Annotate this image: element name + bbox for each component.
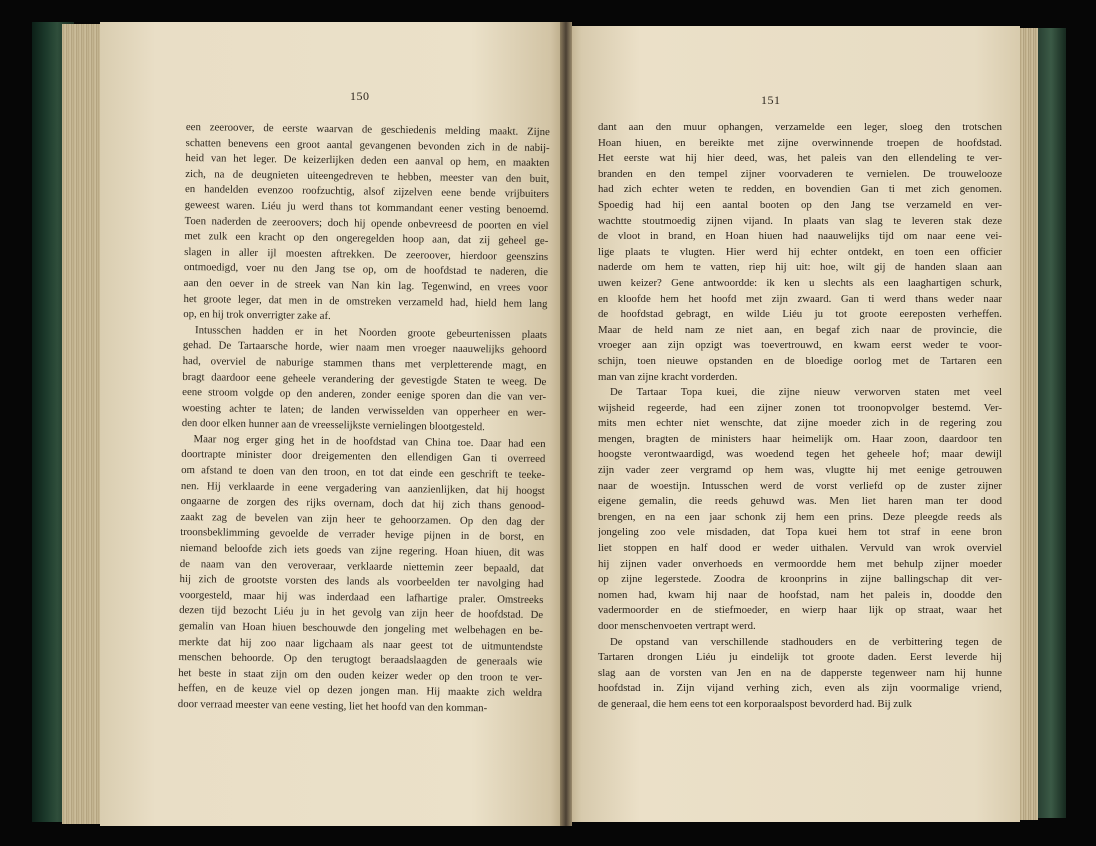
page-number: 150: [350, 89, 370, 103]
text-line: branden en den tempel zijner voorvaderen te vernielen. De trouwelooze: [598, 167, 1002, 180]
text-line: naar de woestijn. Intusschen werd de vorst verliefd op de zuster zijner: [598, 479, 1002, 492]
text-line: en handelden evenzoo roofzuchtig, alsof zijzelven eene bende vrijbuiters: [184, 183, 550, 201]
text-line: slag aan de vorsten van Jen en na de dapperste tegenweer nam hij hunne: [598, 666, 1002, 679]
page-number: 151: [761, 93, 781, 107]
text-line: gemalin van Hoan hiuen beschouwde den jongeling met welbehagen en be-: [178, 619, 543, 638]
text-line: menschen behoorde. Op den terugtogt beraadslaagden de generaals wie: [178, 651, 543, 669]
text-line: niemand beloofde zich iets goeds van zijne regering. Hoan hiuen, dit was: [179, 541, 545, 560]
text-line: ongaarne de zorgen des rijks overnam, doch dat hij zich thans genood-: [180, 495, 545, 513]
text-line: den door elken hunner aan de vreesselijkste vernielingen blootgesteld.: [181, 417, 485, 434]
text-line: hij zijnen vader onverhoeds en vermoordde hem met behulp zijner moeder: [598, 557, 1002, 570]
left-page: [100, 22, 564, 826]
right-page: [568, 26, 1020, 822]
text-line: geweest waren. Liéu ju werd thans tot kommandant eener vesting benoemd.: [184, 198, 549, 217]
text-line: lige plaats te vlugten. Hier werd hij echter ontdekt, en toen een officier: [598, 245, 1002, 258]
text-line: met zulk een kracht op den ongeregelden hoop aan, dat zij geheel ge-: [184, 230, 549, 248]
text-line: de generaal, die hem eens tot een korporaalspost bevorderd had. Bij zulk: [598, 697, 912, 710]
text-line: Intusschen hadden er in het Noorden groote gebeurtenissen plaats: [194, 323, 548, 341]
text-line: had, overviel de naburige stammen thans met verpletterende magt, en: [182, 354, 547, 372]
text-line: Het eerste wat hij hier deed, was, het paleis van den ellendeling te ver-: [598, 152, 1002, 165]
text-line: op, en hij trok onverrigter zake af.: [183, 308, 331, 323]
text-line: dant aan den muur ophangen, verzamelde een leger, sloeg den trotschen: [598, 121, 1002, 133]
text-line: schatten benevens een groot aantal gevangenen bevonden zich in de nabij-: [185, 136, 550, 154]
text-line: liet stoppen en half dood er weder uithalen. Vervuld van wrok overviel: [598, 542, 1002, 555]
text-line: ontmoedigd, voer nu den Jang tse op, om de hoofdstad te naderen, die: [183, 261, 548, 279]
text-line: vadermoorder en de stiefmoeder, en wierp haar lijk op straat, waar het: [598, 604, 1002, 617]
text-line: slagen in aller ijl moesten aftrekken. De zeeroover, hierdoor geenszins: [184, 245, 549, 263]
text-line: de naam van den veroveraar, verklaarde niettemin zeer bepaald, dat: [179, 557, 544, 575]
text-line: hoogste verontwaardigd, was woedend tegen het geheele hof; maar dewijl: [598, 448, 1002, 461]
text-line: op zijne legerstede. Zoodra de kroonprins in zijne ballingschap dit ver-: [598, 573, 1002, 586]
text-line: man van zijne kracht vorderden.: [598, 370, 738, 383]
text-line: De Tartaar Topa kuei, die zijne nieuw verworven staten met veel: [610, 386, 1002, 399]
right-page-text: [598, 120, 1002, 713]
text-line: bragt daardoor eene geheele verandering der gevestigde Staten te weeg. De: [182, 370, 547, 388]
text-line: een zeeroover, de eerste waarvan de geschiedenis melding maakt. Zijne: [185, 120, 550, 139]
text-line: naderde om hem te vatten, riep hij uit: hoe, wilt gij de handen slaan aan: [598, 261, 1002, 274]
text-line: Hoan hiuen, en bereikte met zijne overwinnende troepen de hoofdstad.: [598, 136, 1002, 149]
text-line: De opstand van verschillende stadhouders en de verbittering tegen de: [610, 635, 1002, 648]
text-line: uwen keizer? Gene antwoordde: ik ken u slechts als een laaghartigen schurk,: [598, 276, 1002, 289]
text-line: door verraad meester van eene vesting, liet het hoofd van den komman-: [177, 697, 488, 715]
text-line: hij zich de grootste vorsten des lands als voorbeelden ter navolging had: [179, 573, 544, 591]
text-line: voorgesteld, maar hij was inderdaad een lafhartige praler. Omstreeks: [179, 588, 544, 606]
text-line: troonsbeklimming gevoelde de verrader hevige pijnen in de borst, en: [180, 526, 545, 544]
text-line: wachtte stoutmoedig zijnen vijand. In plaats van slag te leveren stak deze: [598, 214, 1002, 227]
text-line: zich, na de deugnieten uiteengedreven te hebben, meester van den buit,: [185, 167, 550, 185]
text-line: had zich echter weten te redden, en bovendien Gan ti met zich genomen.: [598, 183, 1002, 196]
text-line: Maar de held nam ze niet aan, en begaf zich naar de provincie, die: [598, 323, 1002, 336]
text-line: de vloot in brand, en Hoan hiuen had naauwelijks tijd om naar eene vei-: [598, 230, 1002, 243]
text-line: jongeling zoo vele misdaden, dat Topa kuei hem tot straf in eene bron: [598, 526, 1002, 539]
text-line: aan den oever in de streek van Nan kin lag. Tegenwind, en vrees voor: [183, 276, 548, 295]
text-line: merkte dat hij zoo naar ligchaam als naar geest tot de uitmuntendste: [178, 635, 543, 653]
text-line: eigene gemalin, die reeds gehuwd was. Men liet haren man ter dood: [598, 495, 1002, 508]
text-line: mengen, bragten de ministers haar heimelijk om. Haar zoon, daardoor ten: [598, 432, 1002, 445]
text-line: het beste in staat zijn om den ouden keizer weder op den troon te ver-: [178, 666, 543, 684]
text-line: Spoedig had hij een aantal booten op den Jang tse verzameld en ver-: [598, 198, 1002, 211]
text-line: nen. Hij verklaarde in eene vergadering van aanzienlijken, dat hij hoogst: [180, 479, 545, 497]
text-line: het groote leger, dat men in de omstreken verzameld had, hield hem lang: [183, 292, 548, 310]
text-line: Maar nog erger ging het in de hoofdstad van China toe. Daar had een: [193, 433, 546, 450]
left-page-text: [178, 120, 550, 718]
text-line: om afstand te doen van den troon, en tot dat einde een geschrift te teeke-: [181, 464, 546, 482]
book-gutter: [560, 22, 572, 826]
text-line: mits men echter niet wenschte, dat zijne moeder zich in de regering zou: [598, 417, 1002, 430]
text-line: wijsheid regeerde, had een zijner zonen tot troonopvolger bestemd. Ver-: [598, 401, 1002, 414]
text-line: Tartaren drongen Liéu ju eindelijk tot groote daden. Eerst leverde hij: [598, 651, 1002, 664]
text-line: vroeger aan zijn opzigt was toevertrouwd, en kwam eerst weder te voor-: [598, 339, 1002, 352]
text-line: door menschenvoeten vertrapt werd.: [598, 620, 756, 632]
text-line: zijn vader zeer vergramd op hem was, vlugtte hij met eenige getrouwen: [598, 464, 1002, 477]
text-line: doortrapte minister door dreigementen den ellendigen Gan ti overreed: [181, 448, 546, 466]
text-line: dezen tijd bezocht Liéu ju in het gevolg van zijn heer de hoofdstad. De: [179, 604, 544, 622]
text-line: gehad. De Tartaarsche horde, wier naam men vroeger naauwelijks gehoord: [182, 339, 547, 357]
text-line: woesting achter te laten; de landen verwisselden van opperheer en wer-: [181, 401, 547, 419]
text-line: hoofdstad in. Zijn vijand verhing zich, even als zijn voormalige vriend,: [598, 682, 1002, 695]
text-line: en kloofde hem het hoofd met zijn zwaard. Gan ti werd thans weder naar: [598, 292, 1002, 305]
text-line: Toen naderden de zeeroovers; doch hij opende onbevreesd de poorten en viel: [184, 214, 549, 232]
text-line: schijn, toen nieuwe opstanden en de bloedige oorlog met de Tartaren een: [598, 354, 1002, 367]
text-line: nomen had, kwam hij naar de hoofstad, nam het paleis in, doodde den: [598, 588, 1002, 601]
text-line: heid van het leger. De keizerlijken deden een aanval op hem, en maakten: [185, 152, 550, 170]
text-line: de hoofdstad gebragt, en wilde Liéu ju tot groote eereposten verheffen.: [598, 308, 1002, 321]
right-cover: [1036, 28, 1066, 818]
text-line: eene stroom volgde op den anderen, zonder eenige sporen dan die van ver-: [182, 386, 547, 404]
text-line: brengen, en na een jaar schonk zij hem een prins. Deze pleegde reeds als: [598, 510, 1002, 523]
text-line: heffen, en de keuze viel op dezen jongen man. Hij maakte zich weldra: [177, 682, 543, 700]
text-line: zaakt zag de bevelen van zijn heer te gehoorzamen. Op den dag der: [180, 510, 545, 528]
